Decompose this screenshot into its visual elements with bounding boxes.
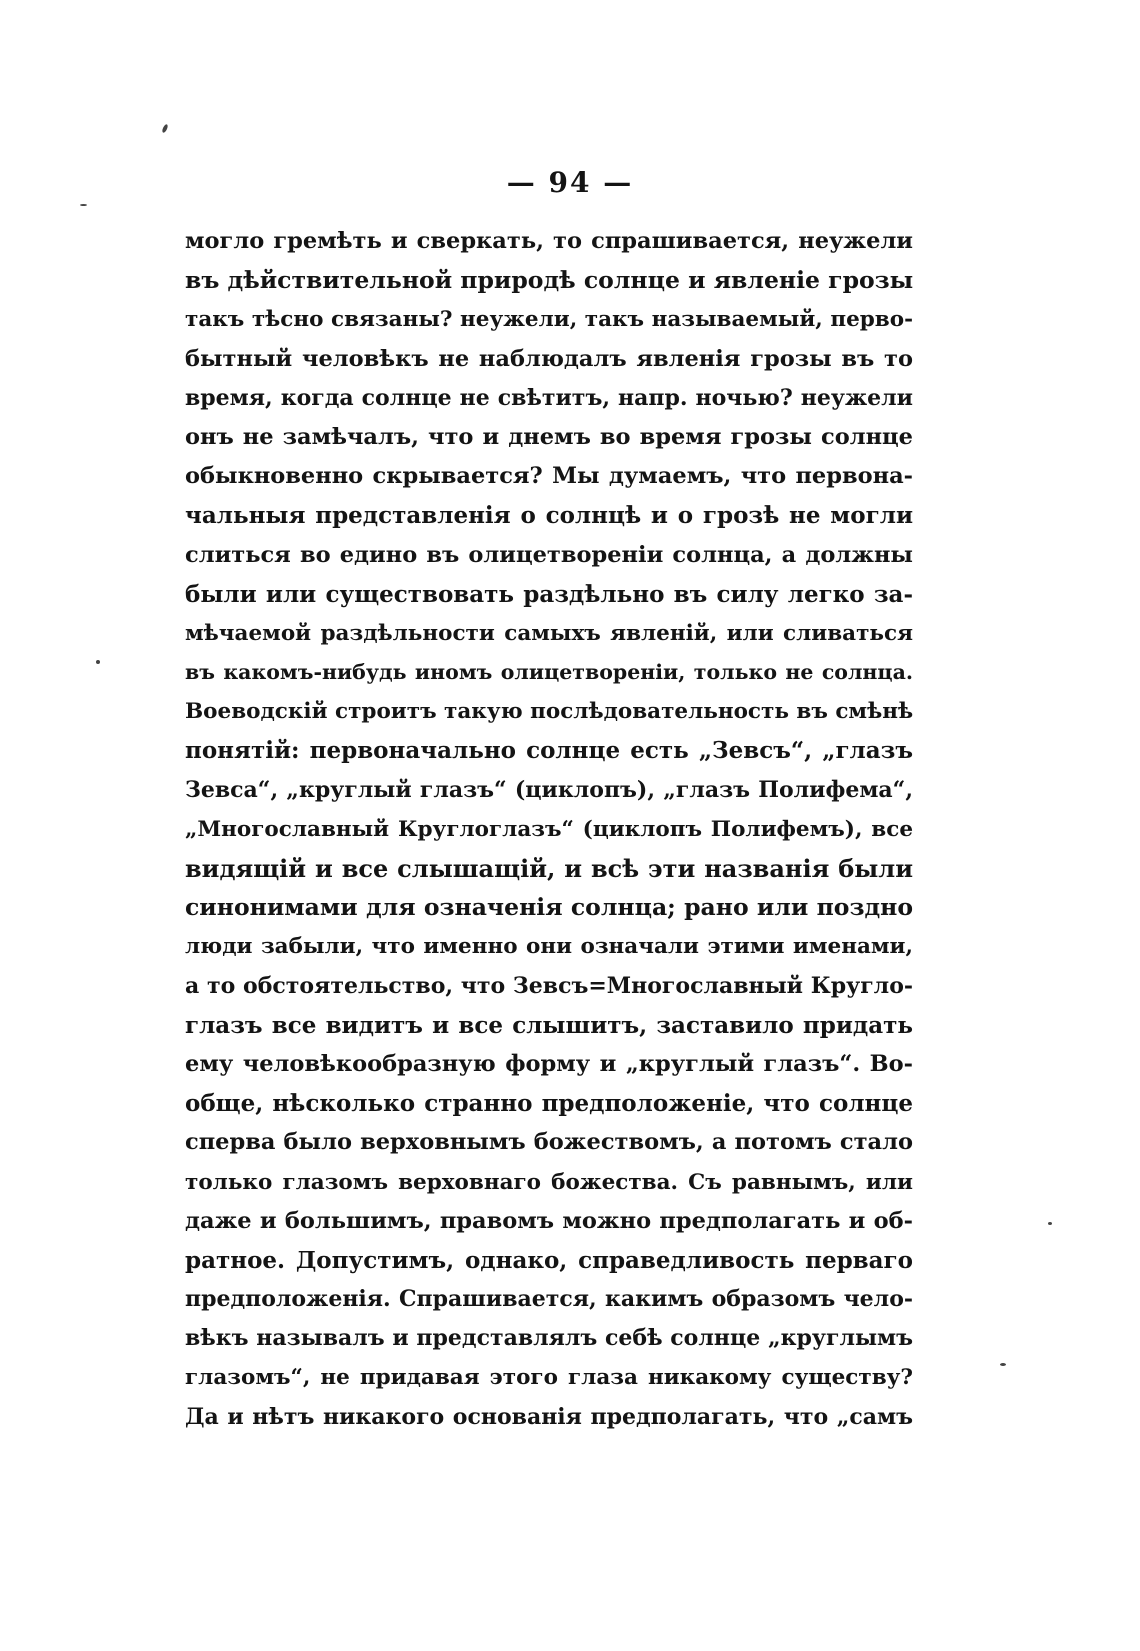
page-number: — 94 — [506, 166, 634, 199]
text-line: время, когда солнце не свѣтитъ, напр. ночью? неужели [185, 384, 913, 411]
text-line: мѣчаемой раздѣльности самыхъ явленій, или сливаться [185, 620, 913, 646]
body-text [185, 222, 913, 1437]
ink-speck [80, 204, 87, 206]
text-line: синонимами для означенія солнца; рано или поздно [185, 893, 913, 922]
text-line: вѣкъ называлъ и представлялъ себѣ солнце „круглымъ [185, 1325, 913, 1352]
text-line: люди забыли, что именно они означали этими именами, [185, 934, 913, 960]
text-line: въ дѣйствительной природѣ солнце и явленіе грозы [185, 266, 913, 295]
text-line: даже и большимъ, правомъ можно предполагать и об- [185, 1207, 913, 1234]
text-line: ратное. Допустимъ, однако, справедливость перваго [185, 1246, 913, 1274]
text-line: были или существовать раздѣльно въ силу легко за- [185, 580, 913, 608]
text-line: сперва было верховнымъ божествомъ, а потомъ стало [185, 1129, 913, 1156]
ink-speck [1000, 1363, 1006, 1366]
ink-speck [96, 660, 100, 664]
text-line: глазъ все видитъ и все слышитъ, заставило придать [185, 1011, 913, 1039]
text-line: а то обстоятельство, что Зевсъ=Многославный Кругло- [185, 972, 913, 999]
text-line: видящій и все слышащій, и всѣ эти названія были [185, 854, 913, 883]
text-line: бытный человѣкъ не наблюдалъ явленія грозы въ то [185, 345, 913, 372]
text-line: чальныя представленія о солнцѣ и о грозѣ не могли [185, 502, 913, 530]
text-line: обыкновенно скрывается? Мы думаемъ, что первона- [185, 463, 913, 490]
text-line: онъ не замѣчалъ, что и днемъ во время грозы солнце [185, 423, 913, 450]
text-line: слиться во едино въ олицетвореніи солнца, а должны [185, 541, 913, 568]
text-line: обще, нѣсколько странно предположеніе, что солнце [185, 1090, 913, 1118]
text-line: ему человѣкообразную форму и „круглый глазъ“. Во- [185, 1050, 913, 1077]
text-line: въ какомъ-нибудь иномъ олицетвореніи, только не солнца. [185, 660, 913, 685]
text-line: такъ тѣсно связаны? неужели, такъ называемый, перво- [185, 307, 913, 333]
text-line: Воеводскій строитъ такую послѣдовательность въ смѣнѣ [185, 699, 913, 725]
text-line: Зевса“, „круглый глазъ“ (циклопъ), „глазъ Полифема“, [185, 776, 913, 803]
text-line: „Многославный Круглоглазъ“ (циклопъ Полифемъ), все [185, 816, 913, 842]
text-line: понятій: первоначально солнце есть „Зевсъ“, „глазъ [185, 737, 913, 765]
text-line: глазомъ“, не придавая этого глаза никакому существу? [185, 1365, 913, 1391]
text-line: только глазомъ верховнаго божества. Съ равнымъ, или [185, 1169, 913, 1195]
ink-speck [1048, 1222, 1052, 1225]
ink-speck [161, 124, 168, 134]
text-line: могло гремѣть и сверкать, то спрашивается, неужели [185, 228, 913, 254]
text-line: Да и нѣтъ никакого основанія предполагать, что „самъ [185, 1403, 913, 1430]
text-line: предположенія. Спрашивается, какимъ образомъ чело- [185, 1286, 913, 1313]
